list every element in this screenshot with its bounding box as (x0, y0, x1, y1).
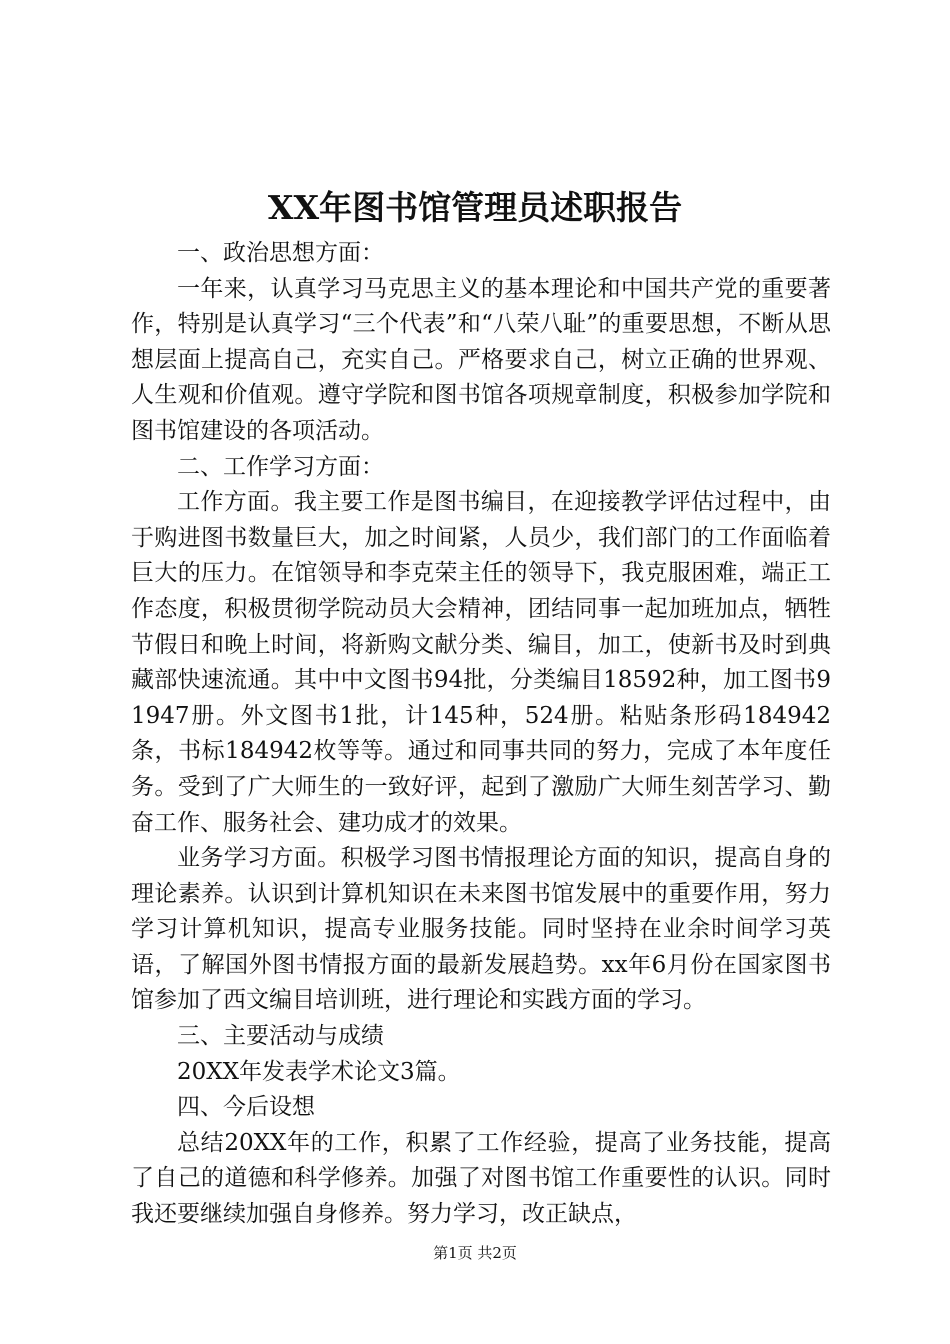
document-title: XX年图书馆管理员述职报告 (267, 188, 683, 227)
paragraph-activities: 20XX年发表学术论文3篇。 (177, 1058, 461, 1085)
paragraph-work: 工作方面。我主要工作是图书编目，在迎接教学评估过程中，由于购进图书数量巨大，加之时间紧，人员少，我们部门的工作面临着巨大的压力。在馆领导和李克荣主任的领导下，我克服困难，端正工作态度，积极贯彻学院动员大会精神，团结同事一起加班加点，牺牲节假日和晚上时间，将新购文献分类、编目，加工，使新书及时到典藏部快速流通。其中中文图书94批，分类编目18592种，加工图书91947册。外文图书1批，计145种，524册。粘贴条形码184942条，书标184942枚等等。通过和同事共同的努力，完成了本年度任务。受到了广大师生的一致好评，起到了激励广大师生刻苦学习、勤奋工作、服务社会、建功成才的效果。 (131, 489, 831, 836)
paragraph-politics: 一年来，认真学习马克思主义的基本理论和中国共产党的重要著作，特别是认真学习“三个代表”和“八荣八耻”的重要思想，不断从思想层面上提高自己，充实自己。严格要求自己，树立正确的世界观、人生观和价值观。遵守学院和图书馆各项规章制度，积极参加学院和图书馆建设的各项活动。 (131, 275, 831, 444)
paragraph-study: 业务学习方面。积极学习图书情报理论方面的知识，提高自身的理论素养。认识到计算机知识在未来图书馆发展中的重要作用，努力学习计算机知识，提高专业服务技能。同时坚持在业余时间学习英语，了解国外图书情报方面的最新发展趋势。xx年6月份在国家图书馆参加了西文编目培训班，进行理论和实践方面的学习。 (131, 845, 831, 1014)
section-heading-activities: 三、主要活动与成绩 (177, 1023, 384, 1050)
paragraph-plans: 总结20XX年的工作，积累了工作经验，提高了业务技能，提高了自己的道德和科学修养。加强了对图书馆工作重要性的认识。同时我还要继续加强自身修养。努力学习，改正缺点， (131, 1129, 831, 1228)
section-heading-plans: 四、今后设想 (177, 1094, 315, 1121)
section-heading-politics: 一、政治思想方面： (177, 240, 384, 266)
document-body (131, 236, 831, 1233)
section-heading-work-study: 二、工作学习方面： (177, 453, 384, 480)
page-number: 第1页 共2页 (433, 1244, 517, 1262)
